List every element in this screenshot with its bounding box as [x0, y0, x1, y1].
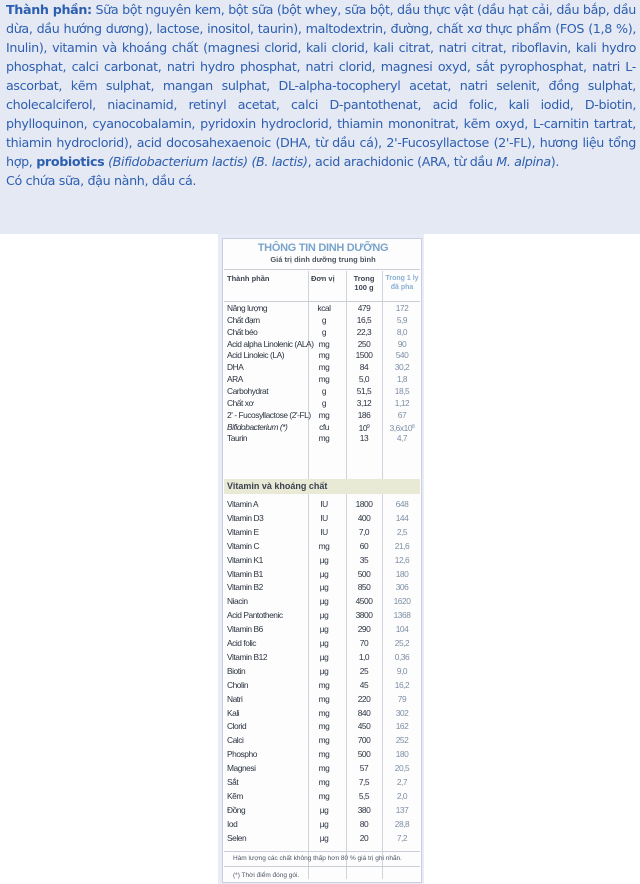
- nutrient-unit: µg: [319, 804, 329, 815]
- nutrient-name: Vitamin K1: [227, 554, 263, 565]
- table-row: [224, 596, 420, 608]
- allergen-statement: Có chứa sữa, đậu nành, dầu cá.: [6, 173, 197, 188]
- nutrient-unit: mg: [318, 540, 330, 551]
- nutrient-name: Acid Linoleic (LA): [227, 350, 285, 361]
- nutrient-name: Vitamin A: [227, 499, 259, 509]
- table-row: [224, 499, 420, 511]
- value-per-100g: 7,0: [358, 526, 370, 537]
- value-per-100g: 4500: [355, 596, 373, 607]
- nutrient-unit: g: [321, 397, 327, 408]
- table-row: [224, 694, 420, 706]
- table-row: [224, 680, 420, 692]
- value-per-100g: 7,5: [358, 777, 370, 787]
- nutrient-name: Clorid: [227, 721, 247, 732]
- table-row: [224, 749, 420, 761]
- value-per-glass: 104: [395, 624, 409, 635]
- ingredients-paragraph: [6, 0, 636, 171]
- value-per-glass: 1,8: [396, 374, 408, 385]
- nutrient-name: Vitamin B12: [227, 651, 268, 662]
- ara-source: M. alpina: [496, 154, 551, 169]
- ingredients-end: ).: [550, 154, 560, 169]
- value-per-100g: 840: [357, 707, 371, 718]
- value-per-100g: 80: [359, 818, 369, 829]
- table-row: [224, 569, 420, 581]
- value-per-glass: 30,2: [394, 362, 410, 373]
- nutrient-unit: µg: [319, 818, 329, 829]
- value-per-100g: 16,5: [356, 314, 372, 325]
- ingredients-label: Thành phần:: [6, 2, 92, 17]
- value-per-glass: 21,6: [394, 540, 410, 551]
- nutrient-name: Iod: [227, 818, 238, 829]
- value-per-glass: 9,0: [396, 665, 408, 676]
- header-per-100g-line2: 100 g: [354, 283, 374, 292]
- value-per-100g: 70: [359, 638, 369, 648]
- nutrient-name: Taurin: [227, 433, 248, 444]
- value-per-100g: 850: [357, 582, 371, 593]
- nutrient-unit: mg: [318, 409, 330, 420]
- value-per-glass: 306: [395, 582, 409, 593]
- nutrient-unit: g: [321, 314, 327, 325]
- value-per-glass: 252: [395, 735, 409, 746]
- footnote-divider: [224, 851, 420, 852]
- table-row: [224, 362, 420, 374]
- value-per-glass: 18,5: [394, 385, 410, 396]
- nutrient-name: Magnesi: [227, 763, 256, 774]
- value-per-100g: 380: [357, 804, 371, 815]
- table-row: [224, 555, 420, 567]
- value-per-100g: 60: [359, 540, 369, 551]
- value-per-glass: 302: [395, 707, 409, 718]
- nutrient-unit: mg: [318, 374, 330, 385]
- table-row: [224, 386, 420, 398]
- nutrient-name: Vitamin B2: [227, 582, 263, 593]
- value-per-glass: 180: [395, 568, 409, 579]
- nutrient-name: Chất xơ: [227, 397, 254, 408]
- value-per-glass: 12,6: [394, 554, 410, 565]
- nutrient-unit: g: [321, 385, 327, 396]
- nutrient-name: Đồng: [227, 804, 246, 815]
- nutrient-unit: mg: [318, 679, 330, 690]
- value-per-100g: 700: [357, 735, 371, 746]
- nutrient-name: Calci: [227, 735, 244, 746]
- value-per-100g: 13: [359, 433, 369, 444]
- table-row: [224, 721, 420, 733]
- value-per-100g: 3800: [355, 610, 373, 621]
- value-per-glass: 2,7: [396, 777, 408, 787]
- nutrient-name: Kẽm: [227, 790, 243, 801]
- value-per-100g: 45: [359, 679, 369, 690]
- nutrient-unit: mg: [318, 735, 330, 746]
- header-per-100g-line1: Trong: [353, 274, 375, 283]
- nutrient-name: DHA: [227, 362, 244, 373]
- nutrient-unit: µg: [319, 596, 329, 607]
- value-per-100g: 20: [359, 832, 369, 843]
- table-row: [224, 327, 420, 339]
- table-row: [224, 433, 420, 445]
- value-per-glass: 1368: [393, 610, 411, 621]
- value-per-glass: 648: [395, 499, 409, 509]
- value-per-100g: 186: [357, 409, 371, 420]
- nutrient-name: Vitamin B6: [227, 624, 263, 635]
- table-row: [224, 819, 420, 831]
- value-per-100g: 25: [359, 665, 369, 676]
- table-row: [224, 582, 420, 594]
- section-label: Vitamin và khoáng chất: [227, 481, 328, 491]
- nutrient-unit: µg: [319, 651, 329, 662]
- value-per-100g: 5,0: [358, 374, 370, 385]
- probiotics-label: probiotics: [36, 154, 105, 169]
- header-per-glass-line1: Trong 1 ly: [385, 275, 419, 282]
- value-per-glass: 144: [395, 512, 409, 523]
- value-per-100g: 500: [357, 568, 371, 579]
- footnote-divider-2: [224, 866, 420, 867]
- nutrient-unit: mg: [318, 777, 330, 787]
- table-row: [224, 350, 420, 362]
- value-per-glass: 79: [397, 693, 407, 704]
- value-per-100g: 220: [357, 693, 371, 704]
- value-per-100g: 1500: [355, 350, 373, 361]
- table-row: [224, 833, 420, 845]
- nutrient-unit: cfu: [319, 421, 329, 432]
- header-top-divider: [224, 269, 420, 270]
- nutrient-unit: g: [321, 326, 327, 337]
- nutrient-unit: µg: [319, 610, 329, 621]
- nutrient-unit: mg: [318, 362, 330, 373]
- value-per-100g: 84: [359, 362, 369, 373]
- nutrient-name: Kali: [227, 707, 240, 718]
- nutrient-name: Vitamin D3: [227, 512, 264, 523]
- table-row: [224, 638, 420, 650]
- table-row: [224, 666, 420, 678]
- nutrient-name: Selen: [227, 832, 247, 843]
- value-per-glass: 7,2: [396, 832, 408, 843]
- nutrient-unit: mg: [318, 790, 330, 801]
- nutrient-name: Phospho: [227, 749, 257, 760]
- value-per-100g: 400: [357, 512, 371, 523]
- value-per-glass: 5,9: [396, 314, 408, 325]
- footnote-tolerance: Hàm lượng các chất không thấp hơn 80 % giá trị ghi nhãn.: [233, 855, 402, 862]
- table-row: [224, 777, 420, 789]
- probiotics-species: (Bifidobacterium lactis) (B. lactis): [108, 154, 308, 169]
- header-per-glass: [383, 274, 421, 292]
- table-row: [224, 374, 420, 386]
- value-per-glass: 162: [395, 721, 409, 732]
- value-per-glass: 1620: [393, 596, 411, 607]
- table-row: [224, 410, 420, 422]
- value-per-glass: $3,6x10^8$: [389, 422, 415, 433]
- value-per-100g: 1800: [355, 499, 373, 509]
- header-per-100g: [349, 274, 379, 292]
- nutrient-name: Chất đạm: [227, 314, 260, 325]
- header-component: Thành phần: [227, 274, 270, 283]
- value-per-100g: $10^9$: [358, 422, 370, 433]
- ingredients-block: [6, 0, 636, 190]
- table-row: [224, 708, 420, 720]
- value-per-glass: 0,36: [394, 651, 410, 662]
- section-vitamins-minerals: [224, 479, 420, 494]
- value-per-100g: 57: [359, 763, 369, 774]
- value-per-glass: 2,0: [396, 790, 408, 801]
- table-subtitle: Giá trị dinh dưỡng trung bình: [270, 255, 376, 264]
- nutrient-unit: kcal: [317, 303, 331, 313]
- value-per-glass: 67: [397, 409, 407, 420]
- ingredients-text: Sữa bột nguyên kem, bột sữa (bột whey, sữa bột, dầu thực vật (dầu hạt cải, dầu bắp, dầu dừa, dầu hướng dương), lactose, inositol, taurin), maltodextrin, đường, chất xơ thực phẩm (FOS (1,8 %), Inulin), vitamin và khoáng chất (magnesi clorid, kali clorid, kali citrat, natri citrat, riboflavin, kali hydro phosphat, calci carbonat, natri hydro phosphat, natri clorid, magnesi oxyd, sắt pyrophosphat, natri L-ascorbat, kẽm sulphat, mangan sulphat, DL-alpha-tocopheryl acetat, natri selenit, đồng sulphat, cholecalciferol, niacinamid, retinyl acetat, calci D-pantothenat, acid folic, kali iodid, D-biotin, phylloquinon, cyanocobalamin, pyridoxin hydroclorid, thiamin mononitrat, kẽm oxyd, L-carnitin tartrat, thiamin hydroclorid), acid docosahexaenoic (DHA, từ dầu cá), 2'-Fucosyllactose (2'-FL), hương liệu tổng hợp,: [6, 2, 636, 169]
- nutrient-name: Acid Pantothenic: [227, 610, 283, 621]
- nutrient-unit: µg: [319, 665, 329, 676]
- table-row: [224, 735, 420, 747]
- nutrient-name: ARA: [227, 374, 243, 385]
- header-per-glass-line2: đã pha: [390, 284, 414, 291]
- table-row: [224, 805, 420, 817]
- exponent-per-100g: 9: [367, 423, 370, 430]
- header-unit: Đơn vị: [311, 274, 335, 283]
- nutrient-unit: mg: [318, 433, 330, 444]
- value-per-100g: 5,5: [358, 790, 370, 801]
- nutrient-name: 2' - Fucosyllactose (2'-FL): [227, 409, 311, 420]
- nutrient-name: Niacin: [227, 596, 248, 607]
- table-row: [224, 610, 420, 622]
- nutrient-name: Acid folic: [227, 638, 257, 648]
- value-per-100g: 290: [357, 624, 371, 635]
- table-row: [224, 541, 420, 553]
- nutrient-name: Cholin: [227, 679, 249, 690]
- value-per-100g: 500: [357, 749, 371, 760]
- nutrient-name: Natri: [227, 693, 243, 704]
- nutrient-unit: IU: [320, 499, 328, 509]
- nutrient-unit: mg: [318, 693, 330, 704]
- table-title: THÔNG TIN DINH DƯỠNG: [257, 242, 389, 254]
- value-per-100g: 1,0: [358, 651, 370, 662]
- nutrient-name: Vitamin E: [227, 526, 259, 537]
- nutrient-name: Vitamin C: [227, 540, 260, 551]
- table-row: [224, 315, 420, 327]
- value-per-glass: 28,8: [394, 818, 410, 829]
- nutrient-name: Năng lượng: [227, 303, 268, 313]
- nutrient-unit: mg: [318, 749, 330, 760]
- table-row: [224, 398, 420, 410]
- value-per-glass: 180: [395, 749, 409, 760]
- ingredients-ara-text: , acid arachidonic (ARA, từ dầu: [307, 154, 497, 169]
- footnote-packaging: (*) Thời điểm đóng gói.: [233, 872, 300, 879]
- nutrient-name: Acid alpha Linolenic (ALA): [227, 338, 314, 349]
- nutrient-name: Sắt: [227, 777, 239, 787]
- value-per-glass: 540: [395, 350, 409, 361]
- table-row: [224, 791, 420, 803]
- nutrient-unit: µg: [319, 832, 329, 843]
- nutrient-unit: µg: [319, 554, 329, 565]
- value-per-100g: 3,12: [356, 397, 372, 408]
- nutrient-unit: IU: [320, 526, 328, 537]
- value-per-glass: 90: [397, 338, 407, 349]
- nutrient-unit: µg: [319, 638, 329, 648]
- value-per-glass: 2,5: [396, 526, 408, 537]
- nutrition-table: [222, 238, 422, 883]
- nutrient-name: Chất béo: [227, 326, 258, 337]
- nutrient-unit: mg: [318, 763, 330, 774]
- value-per-glass: 137: [395, 804, 409, 815]
- table-row: [224, 763, 420, 775]
- value-per-100g: 479: [357, 303, 371, 313]
- value-per-glass: 4,7: [396, 433, 408, 444]
- value-per-glass: 8,0: [396, 326, 408, 337]
- value-per-100g: 450: [357, 721, 371, 732]
- nutrient-unit: µg: [319, 624, 329, 635]
- table-row: [224, 624, 420, 636]
- value-per-glass: 16,2: [394, 679, 410, 690]
- value-per-100g: 35: [359, 554, 369, 565]
- value-per-glass: 172: [395, 303, 409, 313]
- nutrient-unit: IU: [320, 512, 328, 523]
- table-row: [224, 513, 420, 525]
- nutrient-name: Bifidobacterium (*): [227, 421, 288, 432]
- table-row: [224, 652, 420, 664]
- nutrient-name: Carbohydrat: [227, 385, 269, 396]
- table-row: [224, 303, 420, 315]
- value-per-glass: 25,2: [394, 638, 410, 648]
- nutrient-name: Vitamin B1: [227, 568, 263, 579]
- nutrient-name: Biotin: [227, 665, 246, 676]
- value-per-100g: 250: [357, 338, 371, 349]
- table-row: [224, 339, 420, 351]
- value-per-100g: 22,3: [356, 326, 372, 337]
- value-per-100g: 51,5: [356, 385, 372, 396]
- nutrient-unit: mg: [318, 721, 330, 732]
- nutrient-unit: mg: [318, 338, 330, 349]
- table-row: [224, 422, 420, 434]
- header-bottom-divider: [224, 301, 420, 302]
- nutrient-unit: µg: [319, 582, 329, 593]
- nutrient-unit: mg: [318, 350, 330, 361]
- value-per-glass: 20,5: [394, 763, 410, 774]
- value-per-glass: 1,12: [394, 397, 410, 408]
- exponent-per-glass: 8: [412, 423, 415, 430]
- nutrient-unit: mg: [318, 707, 330, 718]
- nutrient-unit: µg: [319, 568, 329, 579]
- table-row: [224, 527, 420, 539]
